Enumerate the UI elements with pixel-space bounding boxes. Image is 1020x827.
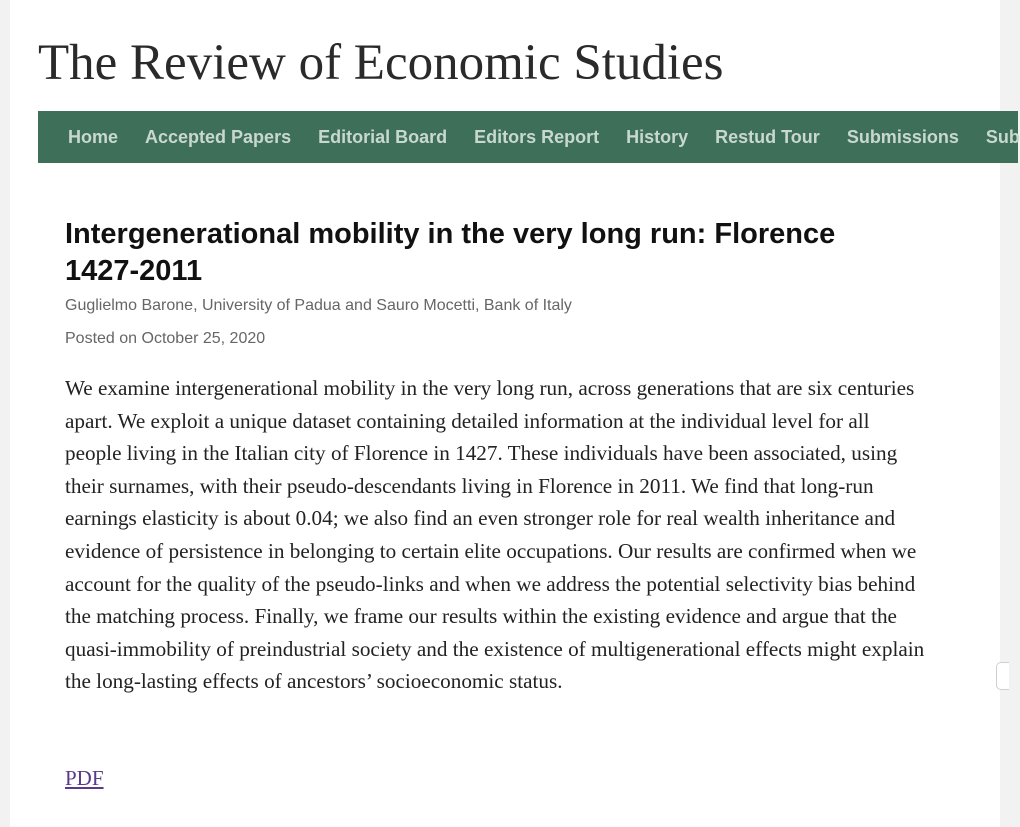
nav-item-sub-truncated[interactable]: Sub <box>985 126 1020 147</box>
pdf-link[interactable]: PDF <box>65 766 104 790</box>
article-authors: Guglielmo Barone, University of Padua and Sauro Mocetti, Bank of Italy <box>65 297 572 314</box>
nav-item-accepted-papers[interactable]: Accepted Papers <box>145 126 292 147</box>
nav-item-history[interactable]: History <box>626 126 689 147</box>
nav-item-home[interactable]: Home <box>68 126 119 147</box>
side-tab-handle[interactable] <box>996 662 1009 690</box>
article-abstract: We examine intergenerational mobility in the very long run, across generations that are six centuries apart. We exploit a unique dataset containing detailed information at the individual level for all people living in the Italian city of Florence in 1427. These individuals have been associated, using their surnames, with their pseudo-descendants living in Florence in 2011. We find that long-run earnings elasticity is about 0.04; we also find an even stronger role for real wealth inheritance and evidence of persistence in belonging to certain elite occupations. Our results are confirmed when we account for the quality of the pseudo-links and when we address the potential selectivity bias behind the matching process. Finally, we frame our results within the existing evidence and argue that the quasi-immobility of preindustrial society and the existence of multigenerational effects might explain the long-lasting effects of ancestors’ socioeconomic status. <box>65 376 925 694</box>
nav-list <box>38 111 1018 163</box>
nav-item-restud-tour[interactable]: Restud Tour <box>715 126 820 147</box>
article-title: Intergenerational mobility in the very long run: Florence 1427-2011 <box>65 218 836 287</box>
site-title[interactable]: The Review of Economic Studies <box>38 35 724 91</box>
nav-item-editors-report[interactable]: Editors Report <box>474 126 600 147</box>
main-nav <box>38 111 1018 163</box>
nav-item-editorial-board[interactable]: Editorial Board <box>318 126 448 147</box>
page <box>10 0 1020 827</box>
post-date: Posted on October 25, 2020 <box>65 330 266 347</box>
nav-item-submissions[interactable]: Submissions <box>846 126 959 147</box>
